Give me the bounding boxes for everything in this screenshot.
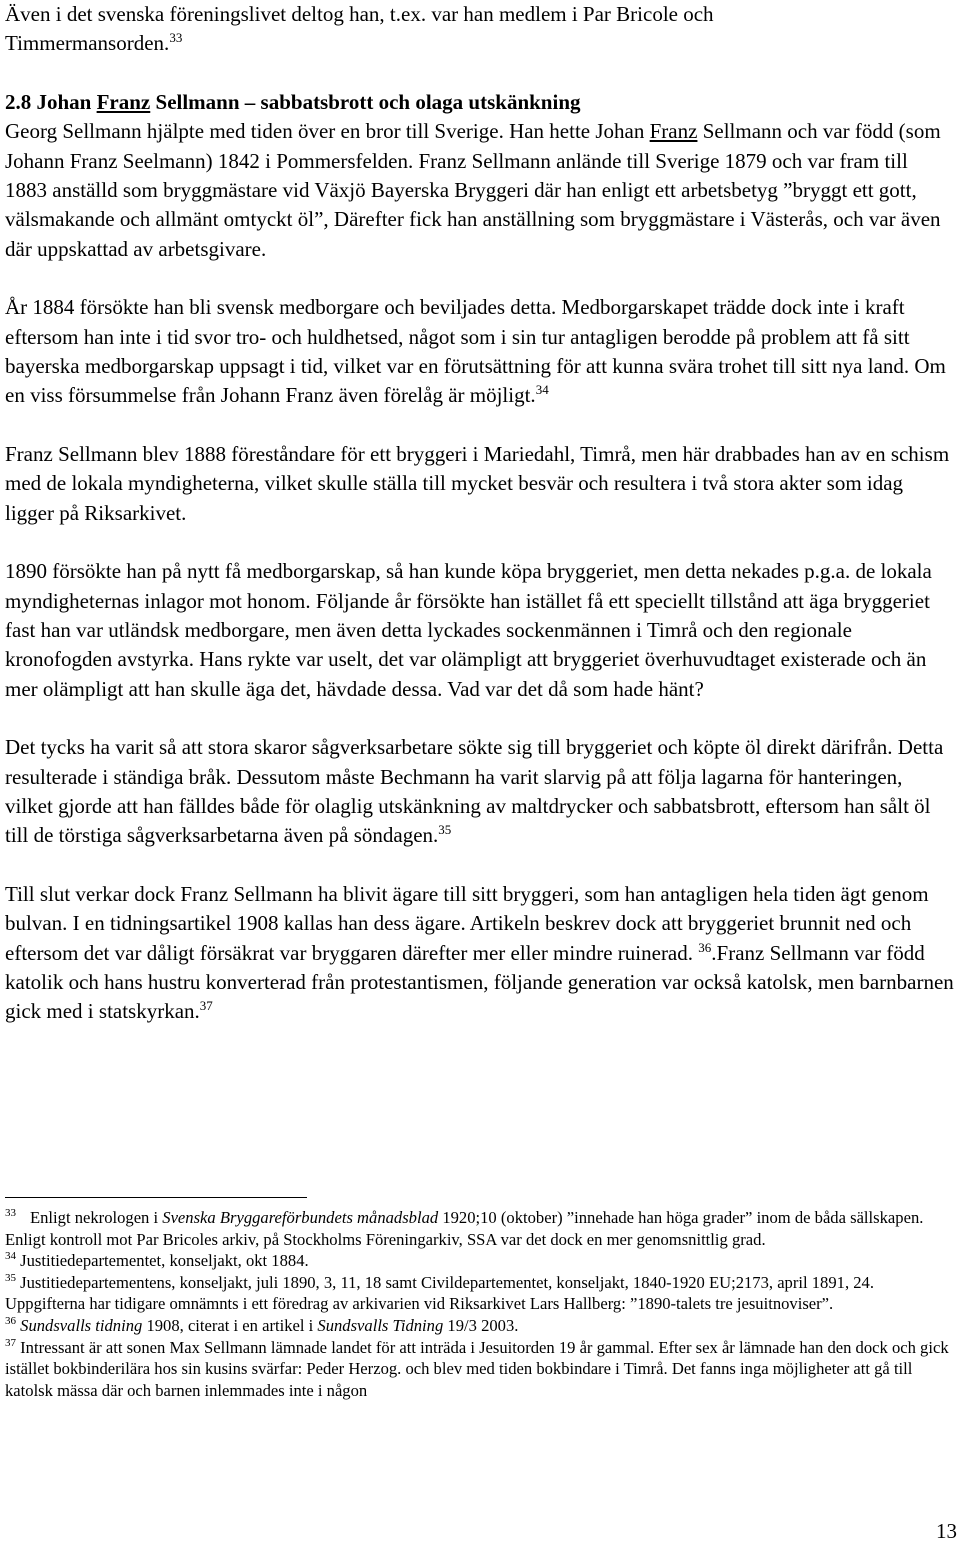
paragraph-arrival <box>5 117 955 264</box>
paragraph-text: Timmermansorden. <box>5 31 170 56</box>
paragraph-text: Det tycks ha varit så att stora skaror sågverksarbetare sökte sig till bryggeriet och köpte öl direkt därifrån. Detta resulterade i ständiga bråk. Dessutom måste Bechmann ha varit slarvig på att följa lagarna för hanteringen, vilket gjorde att han fälldes både för olaglig utskänkning av maltdrycker och sabbatsbrott, eftersom han sålt öl till de törstiga sågverksarbetarna även på söndagen. <box>5 735 944 848</box>
underlined-name: Franz <box>649 119 698 144</box>
heading-title: Sellmann – sabbatsbrott och olaga utskänkning <box>150 89 581 114</box>
footnote-number: 33 <box>5 1207 16 1219</box>
footnote-text: Enligt nekrologen i <box>30 1208 163 1227</box>
footnote-title-italic: Sundsvalls Tidning <box>317 1315 444 1335</box>
footnote-number: 36 <box>5 1314 16 1327</box>
paragraph-text: Till slut verkar dock Franz Sellmann ha blivit ägare till sitt bryggeri, som han antagligen hela tiden ägt genom bulvan. I en tidningsartikel 1908 kallas han dess ägare. Artikeln beskrev dock att bryggeriet brunnit ned och eftersom det var dåligt försäkrat var bryggaren därefter mer eller mindre ruinerad. <box>5 881 929 965</box>
footnote-text: Justitiedepartementet, konseljakt, okt 1884. <box>20 1251 309 1271</box>
footnote-text: 19/3 2003. <box>443 1315 519 1335</box>
footnote-34 <box>5 1250 955 1272</box>
document-body <box>5 0 955 1027</box>
footnote-title-italic: Svenska Bryggareförbundets månadsblad <box>162 1208 439 1227</box>
paragraph-ownership <box>5 880 955 1027</box>
footnote-text: Justitiedepartementens, konseljakt, juli 1890, 3, 11, 18 samt Civildepartementet, konseljakt, 1840-1920 EU;2173, april 1891, 24. Uppgifterna har tidigare omnämnts i ett föredrag av arkivarien vid Riksarkivet Lars Hallberg: ”1890-talets tre jesuitnoviser”. <box>5 1272 874 1314</box>
footnote-ref-34: 34 <box>535 382 549 398</box>
footnote-ref-36: 36 <box>698 939 712 955</box>
footnote-number: 34 <box>5 1250 16 1263</box>
paragraph-sabbath <box>5 733 955 851</box>
footnote-text: 1920;10 (oktober) ”innehade han höga grader” inom de båda sällskapen. Enligt kontroll mot Par Bricoles arkiv, på Stockholms Föreningarkiv, SSA var det dock en mer genomsnittlig grad. <box>5 1208 924 1249</box>
paragraph-refusal: 1890 försökte han på nytt få medborgarskap, så han kunde köpa bryggeriet, men detta nekades p.g.a. de lokala myndigheternas inlagor mot honom. Följande år försökte han istället få ett speciellt tillstånd att äga bryggeriet fast han var utländsk medborgare, men även detta lyckades sockenmännen i Timrå och den regionale kronofogden avstyrka. Hans rykte var uselt, det var olämpligt att bryggeriet överhuvudtaget existerade och än mer olämpligt att han skulle äga det, hävdade dessa. Vad var det då som hade hänt? <box>5 559 932 701</box>
paragraph-citizenship <box>5 293 955 411</box>
footnote-number: 35 <box>5 1271 16 1284</box>
section-heading <box>5 88 955 117</box>
paragraph-text: År 1884 försökte han bli svensk medborgare och beviljades detta. Medborgarskapet trädde dock inte i kraft eftersom han inte i tid svor tro- och huldhetsed, något som i sin tur antagligen berodde på problem att få sitt bayerska medborgarskap uppsagt i tid, vilket var en förutsättning för att kunna svära trohet till sitt nya land. Om en viss försummelse från Johann Franz även förelåg är möjligt. <box>5 295 946 408</box>
paragraph-text: Georg Sellmann hjälpte med tiden över en bror till Sverige. Han hette Johan <box>5 119 650 144</box>
paragraph-text: .Franz Sellmann var född katolik och hans hustru konverterad från protestantismen, följande generation var också katolsk, men barnbarnen gick med i statskyrkan. <box>5 940 954 1024</box>
paragraph-text: Även i det svenska föreningslivet deltog han, t.ex. var han medlem i Par Bricole och <box>5 2 714 26</box>
footnote-title-italic: Sundsvalls tidning <box>20 1315 143 1335</box>
footnote-text: Intressant är att sonen Max Sellmann lämnade landet för att inträda i Jesuitorden 19 år gammal. Efter sex år lämnade han den dock och gick istället bokbinderilära hos sin kusins svärfar: Peder Herzog. och blev med tiden bokbindare i Timrå. Det fanns inga möjligheter att gå till katolsk mässa där och barnen inlemmades inte i någon <box>5 1337 949 1400</box>
footnote-37 <box>5 1337 955 1402</box>
footnote-ref-37: 37 <box>199 998 213 1014</box>
paragraph-brewery: Franz Sellmann blev 1888 föreståndare för ett bryggeri i Mariedahl, Timrå, men här drabbades han av en schism med de lokala myndigheterna, vilket skulle ställa till mycket besvär och resultera i två stora akter som idag ligger på Riksarkivet. <box>5 441 950 525</box>
footnote-36 <box>5 1315 955 1337</box>
footnote-divider <box>5 1197 307 1198</box>
paragraph-text: Sellmann och var född (som Johann Franz Seelmann) 1842 i Pommersfelden. Franz Sellmann anlände till Sverige 1879 och var fram till 1883 anställd som bryggmästare vid Växjö Bayerska Bryggeri där han enligt ett arbetsbetyg ”bryggt ett gott, välsmakande och allmänt omtyckt öl”, Därefter fick han anställning som bryggmästare i Västerås, och var även där uppskattad av arbetsgivare. <box>5 119 941 261</box>
footnote-35 <box>5 1272 955 1315</box>
footnote-33 <box>5 1207 955 1250</box>
heading-number: 2.8 Johan <box>5 89 97 114</box>
footnotes <box>5 1207 955 1401</box>
footnote-ref-33: 33 <box>169 30 183 46</box>
heading-underlined-name: Franz <box>96 89 151 114</box>
paragraph-society <box>5 0 955 59</box>
footnote-number: 37 <box>5 1336 16 1349</box>
page-number: 13 <box>936 1519 957 1543</box>
footnote-text: 1908, citerat i en artikel i <box>142 1315 318 1335</box>
footnote-ref-35: 35 <box>438 822 452 838</box>
